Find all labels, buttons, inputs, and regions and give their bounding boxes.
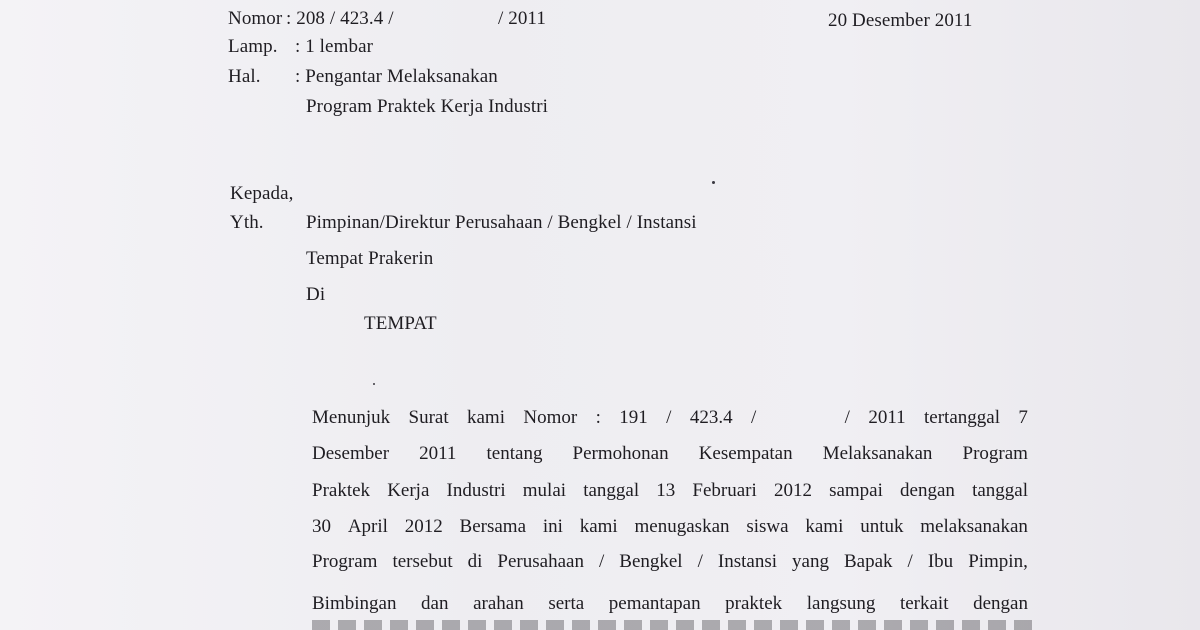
lamp-value: : 1 lembar	[295, 36, 374, 57]
recipient-line-2: Tempat Prakerin	[306, 248, 434, 269]
nomor-label: Nomor	[228, 8, 283, 29]
hal-line-2: Program Praktek Kerja Industri	[306, 96, 549, 117]
nomor-year: / 2011	[498, 8, 546, 29]
body-line-2: Desember 2011 tentang Permohonan Kesempatan Melaksanakan Program	[312, 443, 1028, 464]
body-line-1: Menunjuk Surat kami Nomor : 191 / 423.4 / / 2011 tertanggal 7	[312, 407, 1028, 428]
scan-speck	[712, 181, 715, 184]
body-line-3: Praktek Kerja Industri mulai tanggal 13 Februari 2012 sampai dengan tanggal	[312, 480, 1028, 501]
yth-label: Yth.	[230, 212, 264, 233]
hal-line-1: : Pengantar Melaksanakan	[295, 66, 498, 87]
body-line-5: Program tersebut di Perusahaan / Bengkel / Instansi yang Bapak / Ibu Pimpin,	[312, 551, 1028, 572]
scan-speck	[373, 383, 375, 385]
lamp-label: Lamp.	[228, 36, 278, 57]
body-line-4: 30 April 2012 Bersama ini kami menugaskan siswa kami untuk melaksanakan	[312, 516, 1028, 537]
body-line-6: Bimbingan dan arahan serta pemantapan praktek langsung terkait dengan	[312, 593, 1028, 614]
kepada-label: Kepada,	[230, 183, 294, 204]
recipient-line-3: Di	[306, 284, 326, 305]
hal-label: Hal.	[228, 66, 261, 87]
recipient-line-4: TEMPAT	[364, 313, 437, 334]
letter-date: 20 Desember 2011	[828, 10, 973, 31]
cropped-text-line	[312, 620, 1032, 630]
nomor-value: : 208 / 423.4 /	[286, 8, 394, 29]
recipient-line-1: Pimpinan/Direktur Perusahaan / Bengkel / Instansi	[306, 212, 697, 233]
